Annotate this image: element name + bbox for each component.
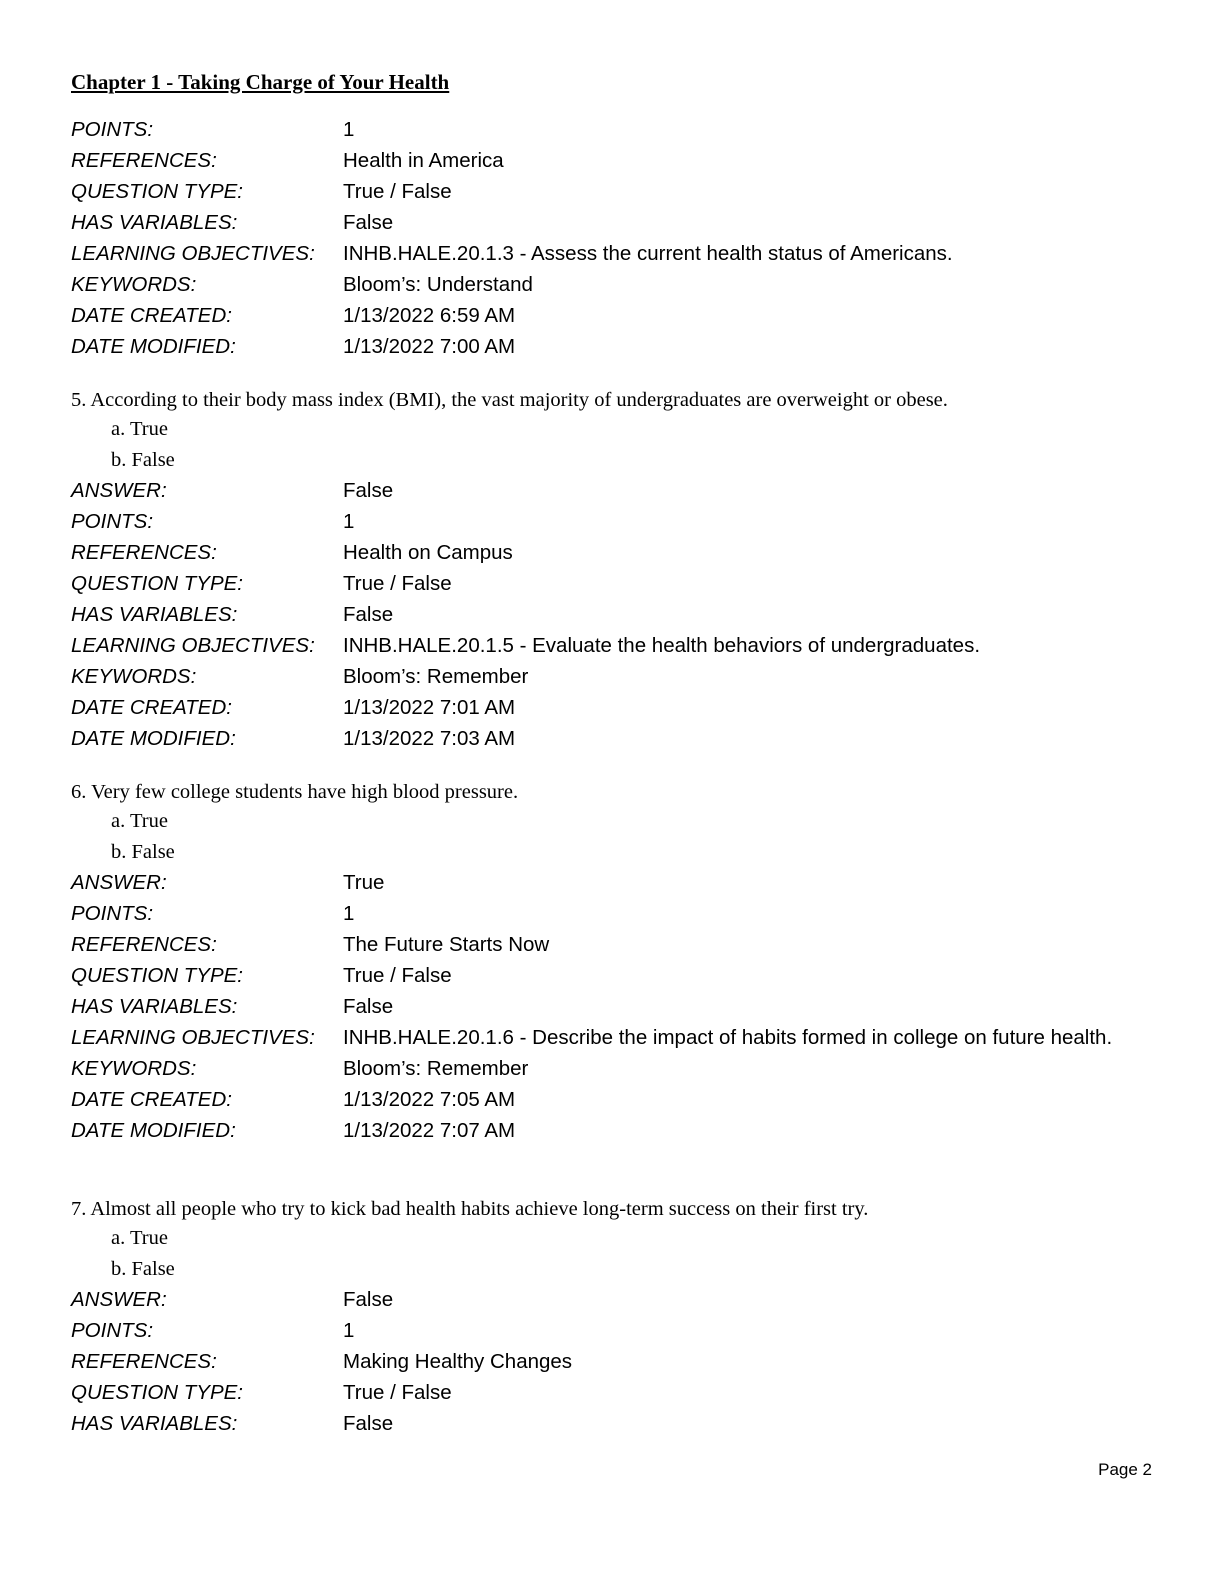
meta-value: 1/13/2022 7:01 AM bbox=[343, 696, 516, 719]
meta-label: DATE MODIFIED: bbox=[71, 1119, 236, 1142]
meta-row-learning-objectives bbox=[71, 630, 1161, 661]
question-stem: 6. Very few college students have high blood pressure. bbox=[71, 781, 519, 803]
meta-value: INHB.HALE.20.1.5 - Evaluate the health behaviors of undergraduates. bbox=[343, 634, 981, 657]
meta-label: QUESTION TYPE: bbox=[71, 1381, 243, 1404]
meta-label: REFERENCES: bbox=[71, 541, 217, 564]
option-a: a. True bbox=[111, 418, 168, 440]
meta-value: INHB.HALE.20.1.6 - Describe the impact of habits formed in college on future health. bbox=[343, 1026, 1113, 1049]
question-stem: 5. According to their body mass index (BMI), the vast majority of undergraduates are overweight or obese. bbox=[71, 389, 948, 411]
meta-value: True bbox=[343, 871, 385, 894]
meta-row-date-modified bbox=[71, 723, 1161, 754]
meta-label: POINTS: bbox=[71, 510, 154, 533]
question-5-metadata bbox=[71, 475, 1161, 754]
meta-row-points bbox=[71, 506, 1161, 537]
meta-value: 1 bbox=[343, 1319, 355, 1342]
meta-row-points bbox=[71, 898, 1161, 929]
meta-label: DATE MODIFIED: bbox=[71, 335, 236, 358]
meta-label: KEYWORDS: bbox=[71, 273, 197, 296]
option-a: a. True bbox=[111, 1227, 168, 1249]
meta-label: HAS VARIABLES: bbox=[71, 995, 238, 1018]
meta-row-references bbox=[71, 1346, 1161, 1377]
meta-row-date-modified bbox=[71, 1115, 1161, 1146]
meta-value: True / False bbox=[343, 180, 452, 203]
meta-value: False bbox=[343, 603, 394, 626]
chapter-title: Chapter 1 - Taking Charge of Your Health bbox=[71, 70, 450, 94]
meta-label: POINTS: bbox=[71, 118, 154, 141]
meta-row-date-created bbox=[71, 692, 1161, 723]
meta-value: 1/13/2022 7:07 AM bbox=[343, 1119, 516, 1142]
meta-label: LEARNING OBJECTIVES: bbox=[71, 242, 315, 265]
meta-value: 1/13/2022 7:05 AM bbox=[343, 1088, 516, 1111]
meta-label: POINTS: bbox=[71, 902, 154, 925]
meta-value: Making Healthy Changes bbox=[343, 1350, 573, 1373]
question-5 bbox=[71, 386, 1161, 476]
meta-label: DATE CREATED: bbox=[71, 1088, 232, 1111]
meta-value: Bloom’s: Understand bbox=[343, 273, 533, 296]
meta-value: 1 bbox=[343, 510, 355, 533]
meta-value: True / False bbox=[343, 572, 452, 595]
page-number: Page 2 bbox=[1098, 1460, 1152, 1479]
meta-row-date-created bbox=[71, 300, 1161, 331]
question-7 bbox=[71, 1195, 1161, 1285]
meta-row-references bbox=[71, 145, 1161, 176]
meta-value: False bbox=[343, 995, 394, 1018]
meta-row-answer bbox=[71, 475, 1161, 506]
meta-label: REFERENCES: bbox=[71, 933, 217, 956]
meta-row-keywords bbox=[71, 269, 1161, 300]
meta-label: ANSWER: bbox=[71, 871, 167, 894]
meta-label: LEARNING OBJECTIVES: bbox=[71, 1026, 315, 1049]
option-a: a. True bbox=[111, 810, 168, 832]
meta-row-keywords bbox=[71, 1053, 1161, 1084]
meta-value: 1/13/2022 6:59 AM bbox=[343, 304, 516, 327]
meta-value: Health in America bbox=[343, 149, 504, 172]
meta-row-points bbox=[71, 1315, 1161, 1346]
meta-value: The Future Starts Now bbox=[343, 933, 550, 956]
meta-row-date-created bbox=[71, 1084, 1161, 1115]
meta-value: Bloom’s: Remember bbox=[343, 1057, 529, 1080]
meta-label: KEYWORDS: bbox=[71, 665, 197, 688]
meta-value: True / False bbox=[343, 964, 452, 987]
meta-row-question-type bbox=[71, 176, 1161, 207]
meta-value: Bloom’s: Remember bbox=[343, 665, 529, 688]
meta-value: INHB.HALE.20.1.3 - Assess the current health status of Americans. bbox=[343, 242, 953, 265]
meta-value: 1 bbox=[343, 118, 355, 141]
meta-row-question-type bbox=[71, 568, 1161, 599]
question-6 bbox=[71, 778, 1161, 868]
meta-row-has-variables bbox=[71, 599, 1161, 630]
meta-label: QUESTION TYPE: bbox=[71, 572, 243, 595]
meta-value: 1 bbox=[343, 902, 355, 925]
option-b: b. False bbox=[111, 449, 175, 471]
meta-label: KEYWORDS: bbox=[71, 1057, 197, 1080]
meta-row-learning-objectives bbox=[71, 1022, 1161, 1053]
question-stem: 7. Almost all people who try to kick bad health habits achieve long-term success on their first try. bbox=[71, 1198, 869, 1220]
meta-row-has-variables bbox=[71, 1408, 1161, 1439]
meta-row-references bbox=[71, 537, 1161, 568]
meta-row-keywords bbox=[71, 661, 1161, 692]
meta-label: REFERENCES: bbox=[71, 149, 217, 172]
meta-row-question-type bbox=[71, 960, 1161, 991]
option-b: b. False bbox=[111, 1258, 175, 1280]
meta-value: False bbox=[343, 211, 394, 234]
meta-label: POINTS: bbox=[71, 1319, 154, 1342]
meta-label: HAS VARIABLES: bbox=[71, 603, 238, 626]
meta-value: True / False bbox=[343, 1381, 452, 1404]
meta-label: HAS VARIABLES: bbox=[71, 1412, 238, 1435]
meta-label: DATE MODIFIED: bbox=[71, 727, 236, 750]
meta-row-references bbox=[71, 929, 1161, 960]
meta-row-question-type bbox=[71, 1377, 1161, 1408]
question-7-metadata bbox=[71, 1284, 1161, 1439]
meta-label: HAS VARIABLES: bbox=[71, 211, 238, 234]
meta-label: ANSWER: bbox=[71, 1288, 167, 1311]
prev-question-metadata bbox=[71, 114, 1161, 362]
meta-row-learning-objectives bbox=[71, 238, 1161, 269]
meta-value: False bbox=[343, 1412, 394, 1435]
meta-value: 1/13/2022 7:03 AM bbox=[343, 727, 516, 750]
meta-row-date-modified bbox=[71, 331, 1161, 362]
question-6-metadata bbox=[71, 867, 1161, 1146]
meta-label: DATE CREATED: bbox=[71, 304, 232, 327]
meta-value: False bbox=[343, 1288, 394, 1311]
meta-label: LEARNING OBJECTIVES: bbox=[71, 634, 315, 657]
meta-row-answer bbox=[71, 1284, 1161, 1315]
meta-label: QUESTION TYPE: bbox=[71, 180, 243, 203]
option-b: b. False bbox=[111, 841, 175, 863]
meta-label: ANSWER: bbox=[71, 479, 167, 502]
meta-value: False bbox=[343, 479, 394, 502]
meta-row-has-variables bbox=[71, 991, 1161, 1022]
meta-row-answer bbox=[71, 867, 1161, 898]
meta-row-points bbox=[71, 114, 1161, 145]
meta-value: 1/13/2022 7:00 AM bbox=[343, 335, 516, 358]
meta-label: REFERENCES: bbox=[71, 1350, 217, 1373]
meta-label: DATE CREATED: bbox=[71, 696, 232, 719]
meta-label: QUESTION TYPE: bbox=[71, 964, 243, 987]
meta-value: Health on Campus bbox=[343, 541, 513, 564]
meta-row-has-variables bbox=[71, 207, 1161, 238]
